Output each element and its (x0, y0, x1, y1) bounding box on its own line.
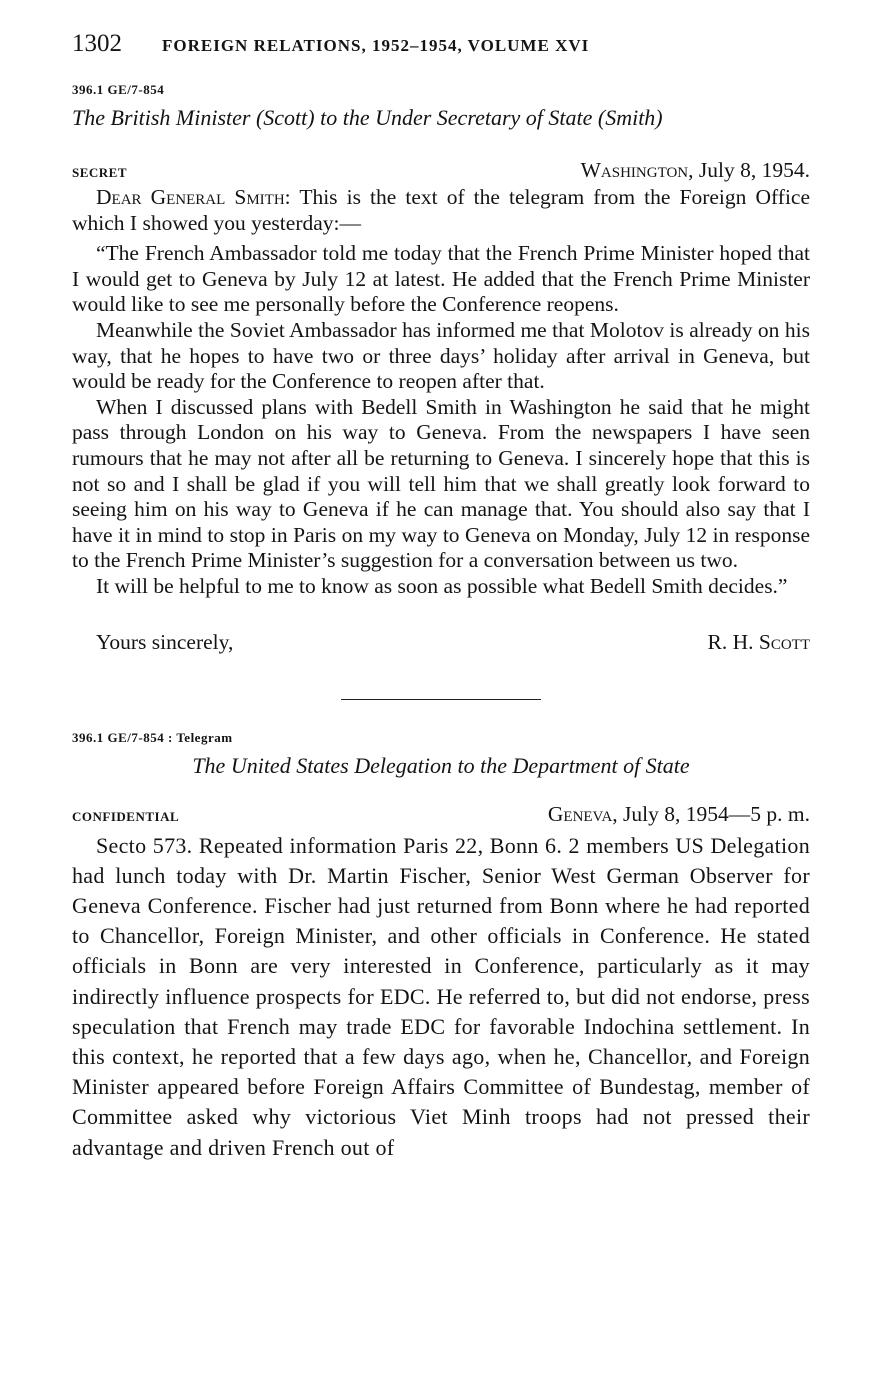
place-date (548, 802, 810, 827)
quoted-paragraph: Meanwhile the Soviet Ambassador has informed me that Molotov is already on his way, that he hopes to have two or three days’ holiday after arrival in Geneva, but would be ready for the Conference to reopen after that. (72, 317, 810, 394)
telegram-body (72, 831, 810, 1163)
file-reference: 396.1 GE/7-854 : Telegram (72, 729, 233, 745)
quoted-paragraph: “The French Ambassador told me today that the French Prime Minister hoped that I would get to Geneva by July 12 at latest. He added that the French Prime Minister would like to see me personally before the Conference reopens. (72, 241, 810, 317)
running-head (72, 30, 810, 70)
file-reference: 396.1 GE/7-854 (72, 82, 165, 97)
telegram-paragraph: Secto 573. Repeated information Paris 22, Bonn 6. 2 members US Delegation had lunch today with Dr. Martin Fischer, Senior West German Observer for Geneva Conference. Fischer had just returned from Bonn where he had reported to Chancellor, Foreign Minister, and other officials in Conference. He stated officials in Bonn are very interested in Conference, particularly as it may indirectly influence prospects for EDC. He referred to, but did not endorse, press speculation that French may trade EDC for favorable Indochina settlement. In this context, he reported that a few days ago, when he, Chancellor, and Foreign Minister appeared before Foreign Affairs Committee of Bundestag, member of Committee asked why victorious Viet Minh troops had not pressed their advantage and driven French out of (72, 832, 810, 1160)
classification-label: CONFIDENTIAL (72, 808, 180, 824)
quoted-paragraph: When I discussed plans with Bedell Smith in Washington he said that he might pass through London on his way to Geneva. From the newspapers I have seen rumours that he may not after all be returning to Geneva. I sincerely hope that this is not so and I shall be glad if you will tell him that we shall greatly look forward to seeing him on his way to Geneva if he can manage that. You should also say that I have it in mind to stop in Paris on my way to Geneva on Monday, July 12 in response to the French Prime Minister’s suggestion for a conversation between us two. (72, 394, 810, 573)
document-title: The United States Delegation to the Department of State (192, 752, 690, 778)
complimentary-close: Yours sincerely, (96, 629, 234, 654)
place: Geneva (547, 801, 613, 826)
classification-label: SECRET (72, 165, 128, 180)
place: Washington (580, 158, 689, 182)
document-title: The British Minister (Scott) to the Under Secretary of State (Smith) (72, 105, 663, 130)
dateline (72, 158, 810, 183)
quoted-paragraph: It will be helpful to me to know as soon as possible what Bedell Smith decides.” (96, 573, 788, 598)
section-divider (341, 699, 541, 700)
date: , July 8, 1954—5 p. m. (612, 801, 810, 826)
salutation-name: Dear General Smith (96, 185, 285, 209)
book-title: FOREIGN RELATIONS, 1952–1954, VOLUME XVI (162, 36, 590, 55)
date: , July 8, 1954. (688, 158, 810, 182)
place-date (581, 158, 810, 183)
salutation-paragraph (72, 185, 810, 236)
dateline (72, 802, 810, 827)
page-number: 1302 (72, 30, 122, 57)
document-page (72, 30, 810, 1163)
closing-block (72, 630, 810, 655)
salutation-text: : This is the text of the telegram from the Foreign Office which I showed you yesterday:— (72, 185, 810, 235)
signature: R. H. Scott (707, 629, 810, 654)
